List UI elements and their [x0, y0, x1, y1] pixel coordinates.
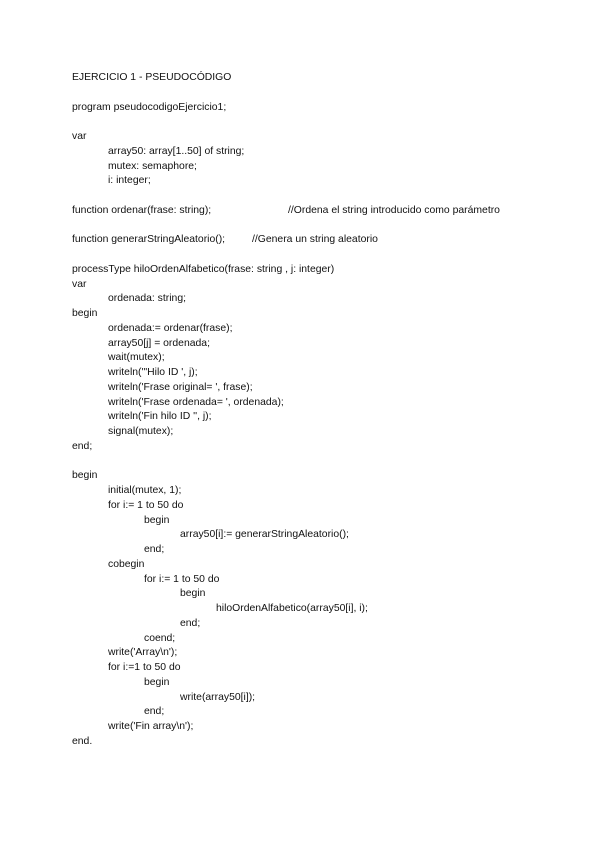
code-line: write('Fin array\n'); — [108, 721, 194, 732]
code-line: for i:=1 to 50 do — [108, 662, 181, 673]
code-line: processType hiloOrdenAlfabetico(frase: string , j: integer) — [72, 263, 335, 275]
code-line: for i:= 1 to 50 do — [144, 573, 220, 585]
code-line: writeln('Frase ordenada= ', ordenada); — [108, 396, 284, 408]
code-line: write('Array\n'); — [108, 647, 178, 659]
code-line: cobegin — [108, 558, 145, 570]
code-line: EJERCICIO 1 - PSEUDOCÓDIGO — [72, 72, 232, 83]
code-line: array50[i]:= generarStringAleatorio(); — [180, 529, 349, 541]
code-line: end. — [72, 735, 93, 747]
code-line: end; — [144, 706, 165, 718]
code-line: writeln('Fin hilo ID '', j); — [108, 411, 212, 423]
code-line: coend; — [144, 632, 176, 644]
code-line: array50[j] = ordenada; — [108, 337, 210, 349]
code-line: //Genera un string aleatorio — [252, 234, 378, 246]
code-line: end; — [72, 440, 93, 452]
code-line: begin — [180, 588, 206, 600]
code-line: wait(mutex); — [108, 352, 165, 364]
code-line: begin — [144, 514, 170, 526]
code-line: i: integer; — [108, 175, 151, 187]
code-line: ordenada: string; — [108, 293, 186, 305]
code-line: for i:= 1 to 50 do — [108, 499, 184, 511]
code-line: end; — [144, 544, 165, 555]
code-line: function ordenar(frase: string); — [72, 204, 212, 216]
code-line: begin — [72, 308, 98, 319]
code-line: end; — [180, 617, 201, 629]
code-line: mutex: semaphore; — [108, 160, 197, 172]
code-line: hiloOrdenAlfabetico(array50[i], i); — [216, 603, 368, 614]
code-line: writeln('"Hilo ID ', j); — [108, 367, 198, 378]
code-line: ordenada:= ordenar(frase); — [108, 322, 233, 334]
code-line: var — [72, 278, 87, 290]
code-line: begin — [144, 676, 170, 688]
code-line: initial(mutex, 1); — [108, 485, 182, 496]
code-line: writeln('Frase original= ', frase); — [108, 381, 253, 393]
code-line: array50: array[1..50] of string; — [108, 145, 245, 157]
code-line: function generarStringAleatorio(); — [72, 234, 226, 246]
code-line: var — [72, 131, 87, 142]
code-line: program pseudocodigoEjercicio1; — [72, 101, 227, 113]
code-line: begin — [72, 470, 98, 482]
code-line: //Ordena el string introducido como parámetro — [288, 204, 500, 216]
code-line: signal(mutex); — [108, 426, 174, 437]
code-line: write(array50[i]); — [180, 691, 256, 703]
